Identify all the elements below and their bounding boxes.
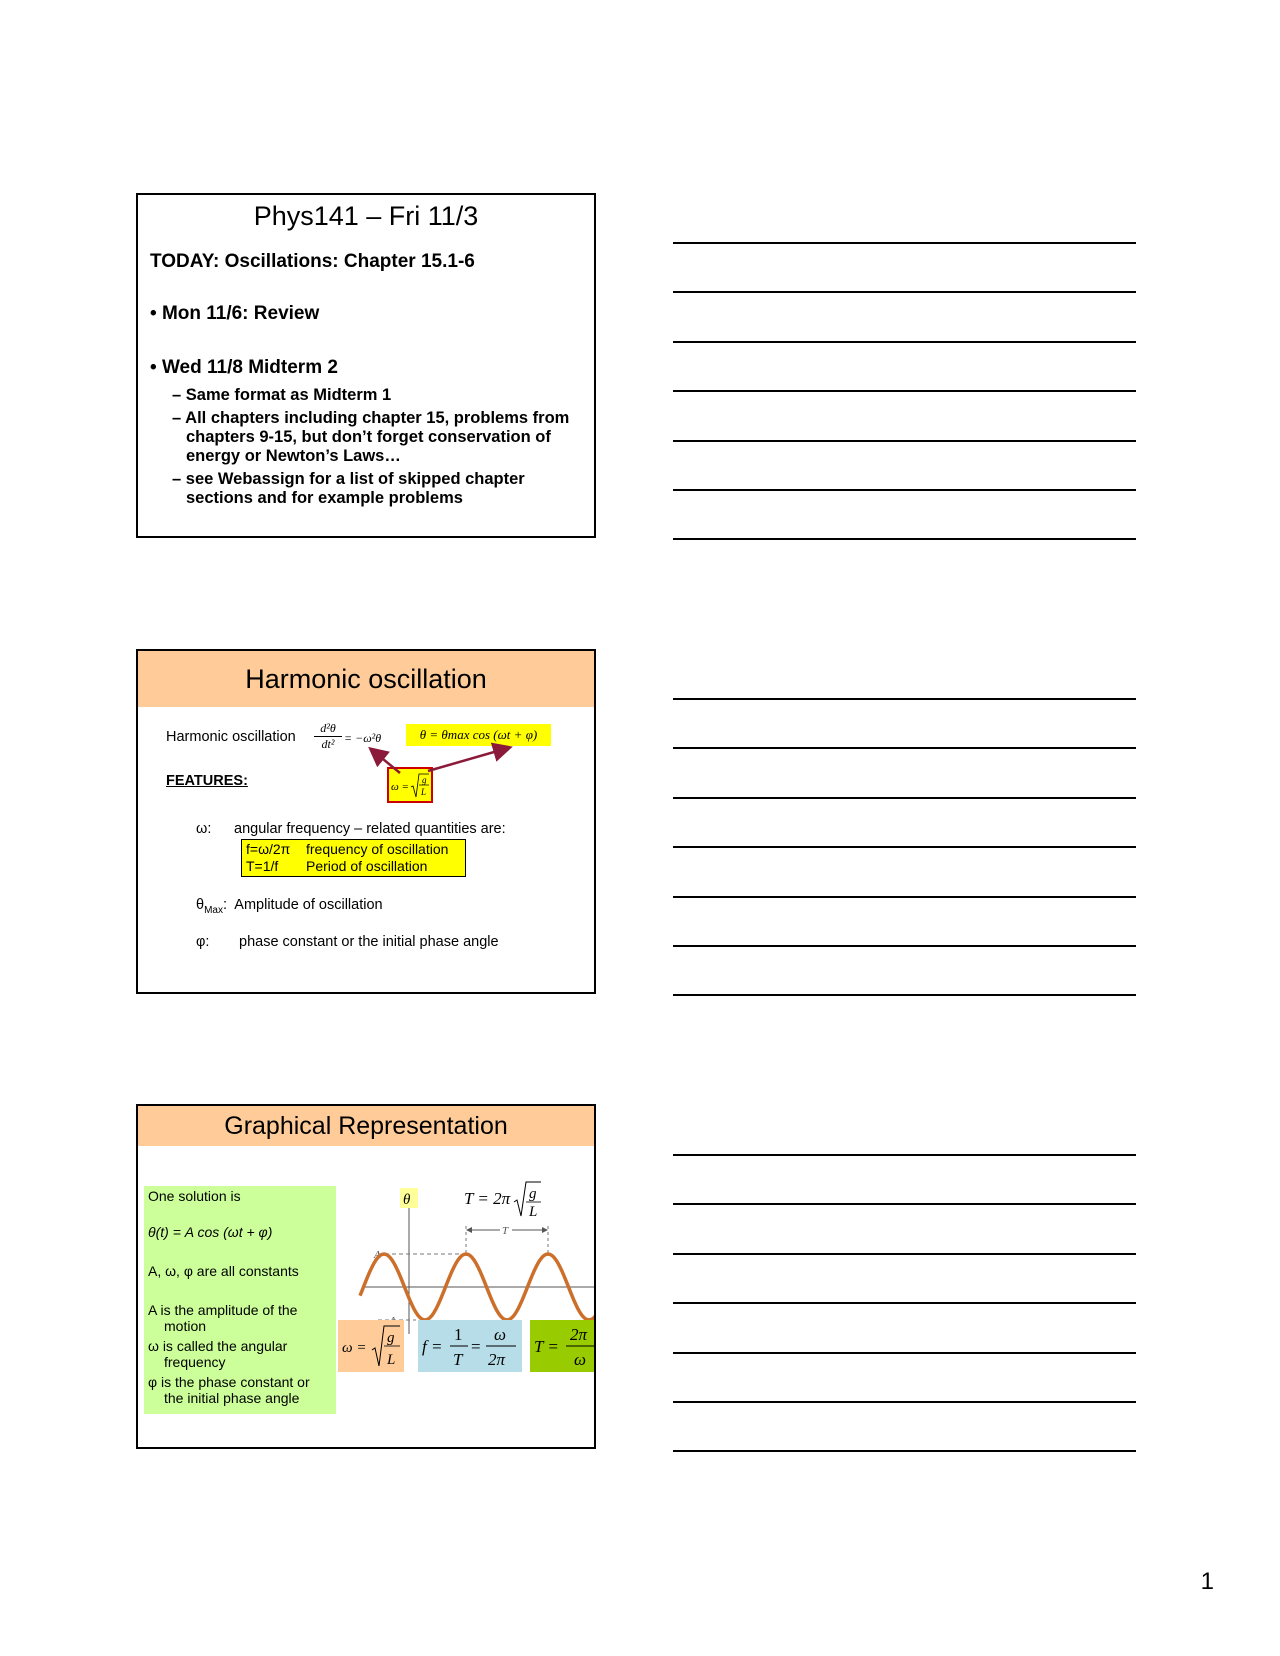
green-line-6: φ is the phase constant or the initial phase angle [148,1374,310,1406]
svg-text:=: = [471,1337,481,1356]
ode-numerator: d²θ [320,721,336,735]
sub-bullets [172,386,572,508]
intro-label: Harmonic oscillation [166,729,296,745]
page-number: 1 [1200,1568,1214,1595]
svg-text:1: 1 [454,1325,463,1344]
slide-3-title: Graphical Representation [138,1106,594,1146]
features-heading: FEATURES: [166,773,248,789]
sub-bullet-1: – Same format as Midterm 1 [172,386,392,404]
theta-symbol: θ [196,897,205,913]
bullet-2: • Wed 11/8 Midterm 2 [150,357,338,378]
period-row [242,858,465,875]
svg-text:T =: T = [534,1337,559,1356]
slide-1 [136,193,596,538]
oscillation-graph [336,1164,596,1334]
period-label: Period of oscillation [306,858,428,874]
sub-bullet-2-text: All chapters including chapter 15, problems from chapters 9-15, but don’t forget conservation of energy or Newton’s Laws… [185,409,570,465]
period-formula: T=1/f [246,858,279,874]
theta-subscript: Max [204,904,223,916]
label-A: A [374,1249,381,1261]
bullet-2-text: Wed 11/8 Midterm 2 [161,357,338,378]
svg-text:2π: 2π [570,1325,588,1344]
sub-bullet-2: – All chapters including chapter 15, problems from chapters 9-15, but don’t forget conservation of energy or Newton’s Laws… [172,409,570,465]
sub-bullet-3: – see Webassign for a list of skipped chapter sections and for example problems [172,470,525,507]
bullet-1: • Mon 11/6: Review [150,303,320,324]
frequency-label: frequency of oscillation [306,841,449,857]
green-line-5: ω is called the angular frequency [148,1338,288,1370]
svg-text:g: g [387,1330,395,1346]
svg-text:T = 2π: T = 2π [464,1189,511,1208]
omega-description: angular frequency – related quantities are: [234,821,506,837]
bullet-1-text: Mon 11/6: Review [161,303,320,324]
frequency-formula: f=ω/2π [246,841,291,857]
green-line-1: One solution is [148,1188,241,1204]
svg-text:g: g [529,1186,537,1202]
svg-text:2π: 2π [488,1350,506,1369]
period-card-graphic [530,1320,596,1372]
svg-text:L: L [387,1352,396,1368]
period-formula [464,1182,541,1220]
svg-text:f =: f = [422,1337,443,1356]
frequency-formula-card [418,1320,522,1372]
theta-axis-label: θ [403,1192,411,1208]
frequency-card-graphic [418,1320,522,1372]
sub-bullet-1-text: Same format as Midterm 1 [185,386,392,404]
svg-text:L: L [421,787,427,797]
svg-text:ω: ω [494,1325,507,1344]
related-quantities-box [241,839,466,877]
slide-2 [136,649,596,994]
omega-symbol: ω: [196,821,212,837]
green-line-4: A is the amplitude of the motion [148,1302,298,1334]
svg-text:T: T [453,1350,463,1369]
phi-description: phase constant or the initial phase angle [239,934,499,950]
theta-max-row: $\theta_{Max}$: Amplitude of oscillation [196,897,383,916]
ode-denominator: dt² [314,736,342,752]
svg-text:ω =: ω = [391,781,409,793]
ode-rhs: = −ω²θ [344,731,382,745]
slide-3 [136,1104,596,1449]
theta-description: Amplitude of oscillation [234,897,383,913]
green-line-2: θ(t) = A cos (ωt + φ) [148,1224,273,1240]
period-formula-card [530,1320,596,1372]
slide-2-title: Harmonic oscillation [138,651,594,707]
green-line-3: A, ω, φ are all constants [148,1263,299,1279]
solution-box: θ = θmax cos (ωt + φ) [406,724,551,746]
omega-formula-card [338,1320,404,1372]
svg-text:ω: ω [574,1350,587,1369]
green-explanation-panel [144,1186,336,1414]
phi-symbol: φ: [196,934,210,950]
sub-bullet-3-text: see Webassign for a list of skipped chapter sections and for example problems [185,470,525,507]
frequency-row [242,841,465,858]
period-label: T [502,1225,509,1237]
svg-text:g: g [422,775,427,785]
svg-text:ω =: ω = [342,1340,367,1356]
svg-text:L: L [529,1204,538,1220]
slide-1-title: Phys141 – Fri 11/3 [253,201,479,231]
omega-card-graphic [338,1320,404,1372]
today-line: TODAY: Oscillations: Chapter 15.1-6 [150,251,475,272]
